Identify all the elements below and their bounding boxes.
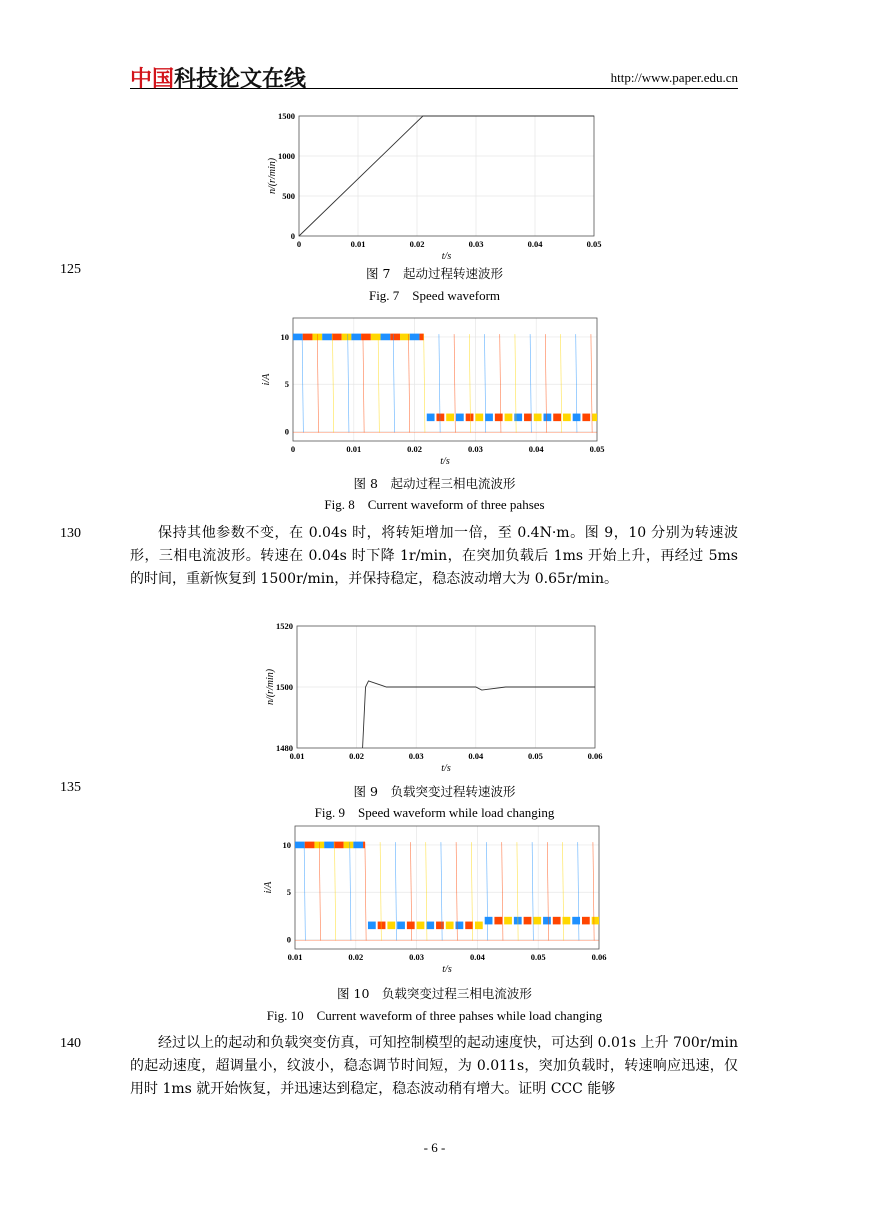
phase-switch-edge	[302, 334, 303, 432]
figure-9-speed-chart	[255, 618, 615, 780]
speed-series-line	[299, 116, 594, 236]
phase-switch-edge	[409, 334, 410, 432]
x-tick-label: 0.03	[467, 444, 483, 454]
y-tick-label: 10	[280, 331, 289, 342]
phase-current-band	[378, 922, 386, 930]
phase-current-band	[436, 414, 444, 422]
figure-10-current-chart	[255, 820, 615, 980]
phase-current-band	[465, 922, 473, 930]
phase-current-band	[351, 334, 361, 341]
y-tick-label: 0	[290, 231, 295, 241]
phase-current-band	[592, 414, 597, 422]
x-tick-label: 0	[290, 444, 296, 454]
phase-current-band	[485, 414, 493, 422]
phase-switch-edge	[532, 842, 533, 940]
y-tick-label: 0	[286, 934, 291, 945]
x-tick-label: 0.04	[468, 751, 484, 761]
logo-red-text: 中国	[130, 67, 175, 92]
x-tick-label: 0	[296, 239, 302, 249]
y-tick-label: 5	[284, 379, 289, 390]
x-tick-label: 0.03	[468, 239, 484, 249]
phase-current-band	[534, 414, 542, 422]
phase-current-band	[466, 414, 474, 422]
line-number-125: 125	[60, 262, 81, 277]
phase-switch-edge	[547, 842, 548, 940]
phase-switch-edge	[454, 334, 455, 432]
line-number-140: 140	[60, 1036, 81, 1051]
phase-current-band	[324, 842, 334, 849]
y-axis-label: n/(r/min)	[265, 668, 276, 706]
phase-current-band	[397, 922, 405, 930]
y-tick-label: 1520	[276, 621, 293, 631]
phase-current-band	[371, 334, 381, 341]
x-axis-label: t/s	[440, 456, 450, 467]
paragraph-1	[130, 522, 738, 591]
phase-current-band	[361, 334, 371, 341]
phase-current-band	[322, 334, 332, 341]
phase-current-band	[543, 414, 551, 422]
y-tick-label: 0	[284, 426, 289, 437]
page-header	[130, 62, 738, 92]
phase-current-band	[426, 922, 434, 930]
phase-current-band	[305, 842, 315, 849]
phase-switch-edge	[350, 842, 351, 940]
phase-current-band	[353, 842, 363, 849]
phase-switch-edge	[333, 334, 334, 432]
phase-current-band	[344, 842, 354, 849]
phase-current-band	[303, 334, 313, 341]
x-tick-label: 0.05	[586, 239, 602, 249]
phase-current-band	[504, 917, 512, 925]
phase-current-band	[295, 842, 305, 849]
y-tick-label: 500	[282, 191, 295, 201]
y-tick-label: 1000	[278, 151, 295, 161]
figure-7-caption-en: Fig. 7 Speed waveform	[368, 288, 501, 303]
x-tick-label: 0.04	[527, 239, 543, 249]
figure-9-caption-en: Fig. 9 Speed waveform while load changing	[314, 805, 555, 820]
phase-current-band	[553, 917, 561, 925]
phase-current-band	[436, 922, 444, 930]
phase-current-band	[419, 334, 423, 341]
y-axis-label: n/(r/min)	[267, 157, 278, 195]
x-axis-label: t/s	[442, 964, 452, 975]
x-tick-label: 0.05	[527, 751, 543, 761]
x-tick-label: 0.06	[587, 751, 603, 761]
figure-10-caption-en: Fig. 10 Current waveform of three pahses while load changing	[266, 1008, 603, 1023]
figure-8-current-chart	[255, 312, 615, 472]
phase-switch-edge	[319, 842, 320, 940]
phase-switch-edge	[304, 842, 305, 940]
phase-switch-edge	[563, 842, 564, 940]
x-tick-label: 0.01	[350, 239, 366, 249]
figure-7-caption-cn: 图 7 起动过程转速波形	[366, 266, 503, 281]
phase-current-band	[494, 917, 502, 925]
phase-current-band	[582, 917, 590, 925]
phase-switch-edge	[335, 842, 336, 940]
phase-switch-edge	[395, 842, 396, 940]
phase-current-band	[342, 334, 352, 341]
phase-current-band	[533, 917, 541, 925]
phase-switch-edge	[487, 842, 488, 940]
phase-current-band	[456, 922, 464, 930]
phase-current-band	[563, 414, 571, 422]
site-logo	[130, 62, 306, 93]
x-tick-label: 0.03	[409, 952, 425, 962]
phase-current-band	[334, 842, 344, 849]
y-axis-label: i/A	[263, 881, 274, 894]
x-tick-label: 0.02	[348, 952, 364, 962]
phase-switch-edge	[317, 334, 318, 432]
plot-frame	[299, 116, 594, 236]
y-tick-label: 1500	[276, 682, 293, 692]
phase-switch-edge	[378, 334, 379, 432]
chart-10-group	[263, 826, 606, 975]
paragraph-2	[130, 1032, 738, 1101]
phase-current-band	[390, 334, 400, 341]
chart-8-group	[261, 318, 604, 467]
phase-current-band	[592, 917, 599, 925]
phase-current-band	[475, 922, 483, 930]
phase-current-band	[387, 922, 395, 930]
line-number-130: 130	[60, 526, 81, 541]
phase-switch-edge	[485, 334, 486, 432]
phase-current-band	[505, 414, 513, 422]
phase-switch-edge	[578, 842, 579, 940]
phase-current-band	[427, 414, 435, 422]
y-axis-label: i/A	[261, 373, 272, 386]
phase-current-band	[524, 917, 532, 925]
phase-current-band	[495, 414, 503, 422]
line-number-135: 135	[60, 780, 81, 795]
phase-switch-edge	[424, 334, 425, 432]
phase-switch-edge	[348, 334, 349, 432]
chart-9-group	[265, 621, 602, 774]
phase-current-band	[475, 414, 483, 422]
x-tick-label: 0.02	[349, 751, 365, 761]
phase-current-band	[524, 414, 532, 422]
figure-7-speed-chart	[255, 104, 615, 262]
speed-series-line	[363, 681, 595, 748]
y-tick-label: 5	[286, 887, 291, 898]
y-tick-label: 1480	[276, 743, 293, 753]
x-tick-label: 0.05	[530, 952, 546, 962]
phase-switch-edge	[393, 334, 394, 432]
x-tick-label: 0.03	[408, 751, 424, 761]
phase-switch-edge	[517, 842, 518, 940]
phase-current-band	[410, 334, 420, 341]
phase-current-band	[553, 414, 561, 422]
figure-8-caption-cn: 图 8 起动过程三相电流波形	[353, 476, 516, 491]
paragraph-1-text: 保持其他参数不变，在 0.04s 时，将转矩增加一倍，至 0.4N·m。图 9，10 分别为转速波形，三相电流波形。转速在 0.04s 时下降 1r/min，在突加负载后 1ms 开始上升，再经过 5ms 的时间，重新恢复到 1500r/min，并保持稳定，稳态波动增大为 0.65r/min。	[130, 525, 738, 587]
x-tick-label: 0.02	[409, 239, 425, 249]
phase-switch-edge	[593, 842, 594, 940]
phase-current-band	[446, 922, 454, 930]
phase-current-band	[485, 917, 493, 925]
x-axis-label: t/s	[441, 763, 451, 774]
y-tick-label: 1500	[278, 111, 295, 121]
figure-8-caption-en: Fig. 8 Current waveform of three pahses	[324, 497, 545, 512]
chart-7-group	[267, 111, 601, 262]
x-tick-label: 0.01	[346, 444, 362, 454]
phase-current-band	[446, 414, 454, 422]
phase-current-band	[417, 922, 425, 930]
x-tick-label: 0.06	[591, 952, 607, 962]
phase-current-band	[381, 334, 391, 341]
paragraph-2-text: 经过以上的起动和负载突变仿真，可知控制模型的起动速度快，可达到 0.01s 上升 700r/min 的起动速度，超调量小，纹波小，稳态调节时间短，为 0.011s，突加负载时，转速响应迅速，仅用时 1ms 就开始恢复，并迅速达到稳定，稳态波动稍有增大。证明 CCC 能够	[130, 1035, 738, 1097]
x-tick-label: 0.01	[287, 952, 303, 962]
figure-10-caption-cn: 图 10 负载突变过程三相电流波形	[337, 986, 532, 1001]
x-axis-label: t/s	[441, 251, 452, 262]
x-tick-label: 0.04	[528, 444, 544, 454]
page-number: - 6 -	[423, 1140, 446, 1155]
x-tick-label: 0.02	[407, 444, 423, 454]
x-tick-label: 0.01	[289, 751, 305, 761]
x-tick-label: 0.05	[589, 444, 605, 454]
logo-black-text: 科技论文在线	[174, 67, 307, 92]
x-tick-label: 0.04	[469, 952, 485, 962]
phase-current-band	[407, 922, 415, 930]
phase-current-band	[456, 414, 464, 422]
phase-switch-edge	[363, 334, 364, 432]
figure-9-caption-cn: 图 9 负载突变过程转速波形	[353, 784, 516, 799]
header-url: http://www.paper.edu.cn	[610, 70, 738, 85]
phase-current-band	[293, 334, 303, 341]
phase-current-band	[543, 917, 551, 925]
y-tick-label: 10	[282, 839, 291, 850]
phase-current-band	[514, 414, 522, 422]
phase-switch-edge	[365, 842, 366, 940]
phase-current-band	[332, 334, 342, 341]
phase-switch-edge	[591, 334, 592, 432]
phase-current-band	[368, 922, 376, 930]
phase-switch-edge	[502, 842, 503, 940]
phase-current-band	[582, 414, 590, 422]
